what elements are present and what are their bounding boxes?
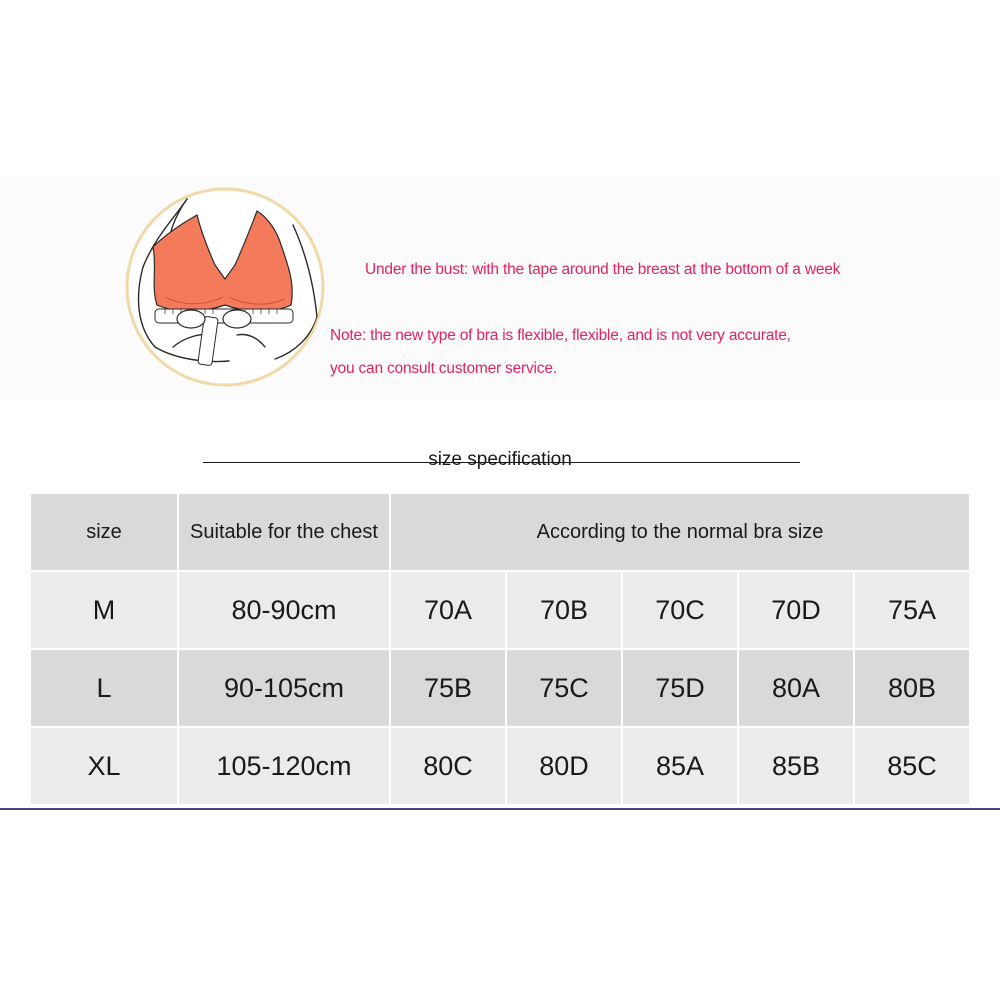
accuracy-note-line-1: Note: the new type of bra is flexible, flexible, and is not very accurate, (330, 327, 791, 344)
bra-size-cell: 70D (738, 571, 854, 649)
header-size: size (30, 493, 178, 571)
chest-cell: 90-105cm (178, 649, 390, 727)
size-cell: XL (30, 727, 178, 805)
spec-title: size specification (428, 449, 572, 470)
bra-size-cell: 70A (390, 571, 506, 649)
bra-size-cell: 75D (622, 649, 738, 727)
chest-cell: 80-90cm (178, 571, 390, 649)
size-cell: L (30, 649, 178, 727)
table-row (30, 571, 970, 649)
bra-size-cell: 85B (738, 727, 854, 805)
bra-size-cell: 80D (506, 727, 622, 805)
bra-size-cell: 80C (390, 727, 506, 805)
size-specification-table (29, 492, 971, 806)
bra-size-cell: 70C (622, 571, 738, 649)
header-bra-size: According to the normal bra size (390, 493, 970, 571)
chest-cell: 105-120cm (178, 727, 390, 805)
bra-size-cell: 75B (390, 649, 506, 727)
bra-size-cell: 85C (854, 727, 970, 805)
table-row (30, 649, 970, 727)
bra-size-cell: 80A (738, 649, 854, 727)
bottom-divider (0, 808, 1000, 810)
table-row (30, 727, 970, 805)
size-cell: M (30, 571, 178, 649)
table-header-row (30, 493, 970, 571)
bra-size-cell: 75A (854, 571, 970, 649)
accuracy-note-line-2: you can consult customer service. (330, 360, 557, 377)
header-chest: Suitable for the chest (178, 493, 390, 571)
bra-size-cell: 80B (854, 649, 970, 727)
bra-size-cell: 75C (506, 649, 622, 727)
bust-measurement-instruction: Under the bust: with the tape around the breast at the bottom of a week (365, 261, 841, 278)
bra-size-cell: 70B (506, 571, 622, 649)
bra-size-cell: 85A (622, 727, 738, 805)
bust-measurement-illustration (125, 187, 325, 387)
